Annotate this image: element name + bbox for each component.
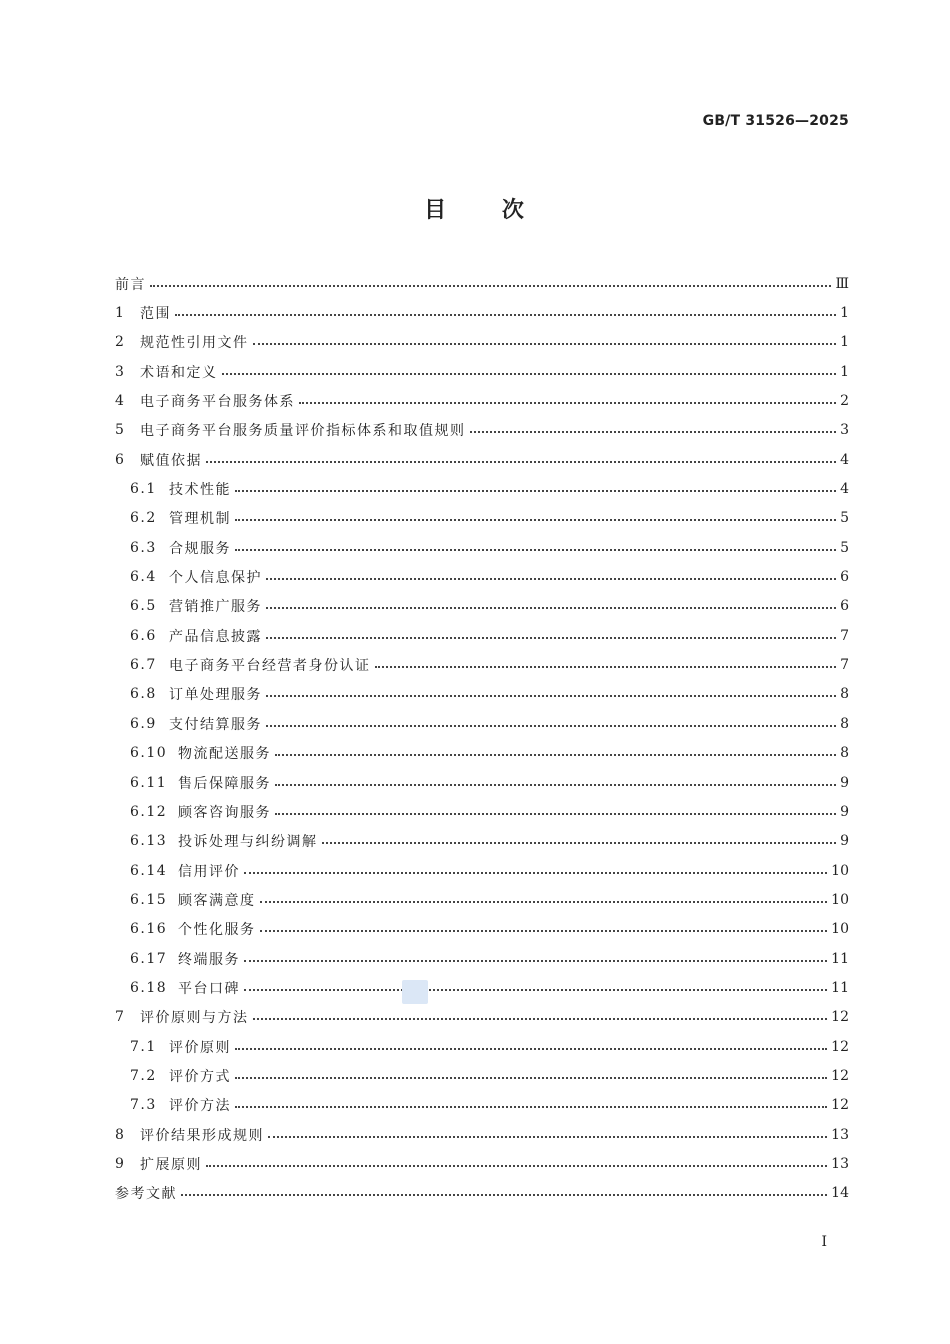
toc-entry-label: 评价方法 (169, 1098, 231, 1115)
toc-entry[interactable] (115, 269, 849, 298)
toc-dot-leader (266, 725, 836, 727)
toc-entry[interactable] (115, 827, 849, 856)
toc-dot-leader (235, 1106, 827, 1108)
toc-entry-page: 11 (831, 950, 849, 967)
toc-entry-label: 合规服务 (169, 540, 231, 557)
toc-entry-page: 12 (831, 1038, 849, 1055)
toc-entry-page: 1 (840, 363, 849, 380)
toc-dot-leader (275, 813, 836, 815)
toc-entry-number: 6.11 (130, 774, 168, 791)
toc-entry[interactable] (115, 416, 849, 445)
toc-entry-page: 5 (840, 510, 849, 527)
toc-entry-label: 参考文献 (115, 1186, 177, 1203)
toc-entry-page: 8 (840, 745, 849, 762)
toc-dot-leader (181, 1194, 827, 1196)
toc-entry-page: 9 (840, 833, 849, 850)
toc-entry-label: 规范性引用文件 (140, 335, 249, 352)
toc-entry-label: 物流配送服务 (178, 746, 271, 763)
toc-entry-page: 11 (831, 979, 849, 996)
toc-entry-page: Ⅲ (835, 275, 849, 292)
toc-dot-leader (268, 1136, 827, 1138)
toc-entry-label: 终端服务 (178, 951, 240, 968)
toc-entry-number: 9 (115, 1155, 126, 1172)
toc-entry-label: 支付结算服务 (169, 716, 262, 733)
toc-entry-number: 6.10 (130, 745, 168, 762)
toc-entry[interactable] (115, 1120, 849, 1149)
toc-dot-leader (299, 402, 836, 404)
toc-entry-number: 8 (115, 1126, 126, 1143)
table-of-contents (115, 269, 849, 1208)
toc-dot-leader (322, 842, 837, 844)
toc-entry-label: 电子商务平台服务体系 (140, 394, 295, 411)
toc-entry-page: 14 (831, 1185, 849, 1202)
toc-entry-page: 4 (840, 481, 849, 498)
toc-entry-number: 6.17 (130, 950, 168, 967)
toc-entry-page: 4 (840, 451, 849, 468)
toc-entry-page: 5 (840, 539, 849, 556)
toc-entry[interactable] (115, 1179, 849, 1208)
toc-entry-page: 10 (831, 862, 849, 879)
toc-entry[interactable] (115, 445, 849, 474)
toc-entry-page: 6 (840, 569, 849, 586)
toc-dot-leader (175, 314, 836, 316)
toc-entry-page: 10 (831, 921, 849, 938)
toc-entry-page: 13 (831, 1126, 849, 1143)
toc-entry-number: 6.12 (130, 803, 168, 820)
toc-entry-label: 顾客咨询服务 (178, 804, 271, 821)
toc-dot-leader (275, 784, 836, 786)
toc-entry[interactable] (115, 1091, 849, 1120)
toc-entry-label: 评价原则 (169, 1039, 231, 1056)
toc-entry[interactable] (115, 680, 849, 709)
toc-entry-number: 6.15 (130, 891, 168, 908)
toc-entry[interactable] (115, 973, 849, 1002)
toc-entry-number: 7 (115, 1009, 126, 1026)
toc-dot-leader (260, 930, 828, 932)
toc-entry-number: 6.14 (130, 862, 168, 879)
toc-entry[interactable] (115, 856, 849, 885)
toc-dot-leader (244, 960, 827, 962)
toc-entry[interactable] (115, 885, 849, 914)
toc-entry-label: 顾客满意度 (178, 892, 256, 909)
toc-entry-number: 6.18 (130, 979, 168, 996)
toc-entry-page: 12 (831, 1009, 849, 1026)
toc-entry-label: 平台口碑 (178, 980, 240, 997)
toc-entry-page: 1 (840, 334, 849, 351)
toc-entry-number: 6.5 (130, 598, 157, 615)
toc-entry[interactable] (115, 562, 849, 591)
toc-entry-label: 投诉处理与纠纷调解 (178, 834, 318, 851)
toc-entry[interactable] (115, 797, 849, 826)
toc-entry-page: 6 (840, 598, 849, 615)
toc-entry-number: 7.1 (130, 1038, 157, 1055)
toc-entry-number: 2 (115, 334, 126, 351)
toc-entry-number: 1 (115, 305, 126, 322)
toc-entry-page: 8 (840, 686, 849, 703)
toc-entry-label: 范围 (140, 306, 171, 323)
toc-entry-label: 个性化服务 (178, 922, 256, 939)
toc-dot-leader (253, 343, 837, 345)
toc-dot-leader (266, 637, 836, 639)
toc-dot-leader (470, 431, 837, 433)
toc-entry-page: 2 (840, 393, 849, 410)
toc-entry[interactable] (115, 357, 849, 386)
toc-entry-number: 6.3 (130, 539, 157, 556)
toc-entry-label: 电子商务平台服务质量评价指标体系和取值规则 (140, 423, 466, 440)
toc-entry-number: 7.3 (130, 1097, 157, 1114)
toc-entry-page: 12 (831, 1097, 849, 1114)
toc-entry-number: 6.13 (130, 833, 168, 850)
toc-entry-label: 营销推广服务 (169, 599, 262, 616)
toc-dot-leader (275, 754, 836, 756)
toc-entry[interactable] (115, 915, 849, 944)
toc-entry-label: 产品信息披露 (169, 628, 262, 645)
toc-entry-label: 电子商务平台经营者身份认证 (169, 658, 371, 675)
toc-entry-number: 6.7 (130, 657, 157, 674)
toc-entry-page: 1 (840, 305, 849, 322)
toc-entry-label: 个人信息保护 (169, 570, 262, 587)
toc-dot-leader (244, 872, 827, 874)
toc-entry-page: 10 (831, 891, 849, 908)
toc-entry-label: 订单处理服务 (169, 687, 262, 704)
toc-entry[interactable] (115, 650, 849, 679)
toc-entry-label: 前言 (115, 276, 146, 293)
toc-entry-number: 6.6 (130, 627, 157, 644)
toc-dot-leader (235, 1048, 827, 1050)
toc-dot-leader (260, 901, 828, 903)
toc-entry[interactable] (115, 1003, 849, 1032)
toc-entry[interactable] (115, 474, 849, 503)
toc-dot-leader (206, 1165, 827, 1167)
toc-entry-label: 技术性能 (169, 482, 231, 499)
toc-entry-label: 评价方式 (169, 1068, 231, 1085)
toc-entry-label: 售后保障服务 (178, 775, 271, 792)
toc-entry-number: 6.2 (130, 510, 157, 527)
footer-page-number: Ⅰ (821, 1234, 827, 1250)
toc-dot-leader (235, 490, 836, 492)
toc-dot-leader (235, 1077, 827, 1079)
toc-entry-label: 信用评价 (178, 863, 240, 880)
toc-entry[interactable] (115, 768, 849, 797)
toc-entry-number: 7.2 (130, 1067, 157, 1084)
toc-entry[interactable] (115, 386, 849, 415)
toc-dot-leader (375, 666, 837, 668)
toc-entry-page: 7 (840, 627, 849, 644)
toc-entry[interactable] (115, 533, 849, 562)
toc-dot-leader (206, 461, 836, 463)
toc-dot-leader (222, 373, 837, 375)
toc-dot-leader (266, 695, 836, 697)
toc-dot-leader (253, 1018, 828, 1020)
toc-entry[interactable] (115, 709, 849, 738)
toc-entry-number: 6.9 (130, 715, 157, 732)
toc-entry-number: 6 (115, 451, 126, 468)
toc-entry-number: 6.16 (130, 921, 168, 938)
toc-entry[interactable] (115, 621, 849, 650)
toc-entry-number: 4 (115, 393, 126, 410)
toc-entry-page: 13 (831, 1155, 849, 1172)
toc-entry[interactable] (115, 1032, 849, 1061)
toc-dot-leader (266, 607, 836, 609)
toc-dot-leader (235, 519, 836, 521)
toc-entry[interactable] (115, 1061, 849, 1090)
toc-entry[interactable] (115, 592, 849, 621)
toc-entry-label: 赋值依据 (140, 452, 202, 469)
toc-entry-page: 12 (831, 1067, 849, 1084)
toc-entry[interactable] (115, 504, 849, 533)
toc-entry-label: 评价原则与方法 (140, 1010, 249, 1027)
toc-entry[interactable] (115, 298, 849, 327)
toc-entry-number: 6.1 (130, 481, 157, 498)
toc-dot-leader (150, 285, 831, 287)
toc-entry-label: 管理机制 (169, 511, 231, 528)
toc-dot-leader (266, 578, 836, 580)
page-title: 目 次 (424, 198, 526, 223)
toc-entry-page: 7 (840, 657, 849, 674)
toc-entry-page: 8 (840, 715, 849, 732)
toc-entry-number: 3 (115, 363, 126, 380)
toc-entry-page: 9 (840, 774, 849, 791)
standard-code: GB/T 31526—2025 (702, 113, 849, 129)
toc-entry[interactable] (115, 739, 849, 768)
toc-entry[interactable] (115, 1149, 849, 1178)
toc-entry[interactable] (115, 328, 849, 357)
toc-dot-leader (244, 989, 827, 991)
toc-entry[interactable] (115, 944, 849, 973)
toc-entry-label: 术语和定义 (140, 364, 218, 381)
toc-entry-page: 3 (840, 422, 849, 439)
watermark-logo (402, 980, 428, 1004)
toc-entry-label: 扩展原则 (140, 1156, 202, 1173)
toc-dot-leader (235, 549, 836, 551)
toc-entry-number: 6.8 (130, 686, 157, 703)
toc-entry-number: 5 (115, 422, 126, 439)
toc-entry-page: 9 (840, 803, 849, 820)
toc-entry-label: 评价结果形成规则 (140, 1127, 264, 1144)
toc-entry-number: 6.4 (130, 569, 157, 586)
